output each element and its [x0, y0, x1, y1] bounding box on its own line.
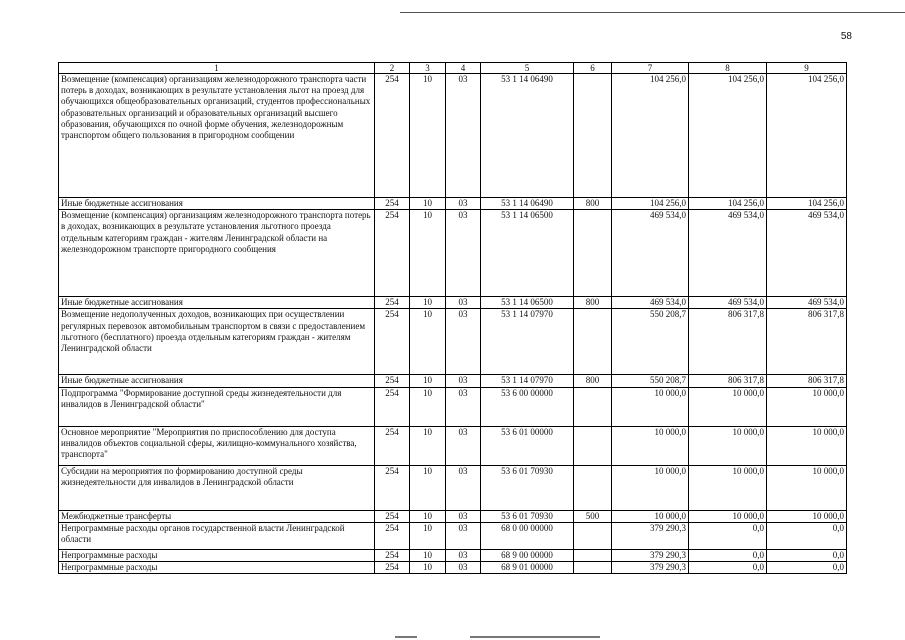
target-article-code: 53 1 14 07970: [481, 375, 574, 387]
column-number-header: [59, 63, 847, 74]
expense-name: Непрограммные расходы: [59, 562, 375, 574]
section-code: 10: [410, 297, 446, 309]
expense-name: Возмещение недополученных доходов, возникающих при осуществлении регулярных перевозок автомобильным транспортом в связи с предоставлением льготного (бесплатного) проезда отдельным категориям граждан - жителям Ленинградской области: [59, 309, 375, 375]
table-row: [59, 562, 847, 574]
amount-col9: 806 317,8: [767, 375, 847, 387]
ministry-code: 254: [375, 562, 410, 574]
expense-type-code: [574, 562, 612, 574]
table-row: [59, 510, 847, 522]
column-header: 5: [481, 63, 574, 74]
expense-name: Субсидии на мероприятия по формированию доступной среды жизнедеятельности для инвалидов в Ленинградской области: [59, 465, 375, 510]
amount-col8: 0,0: [689, 522, 767, 549]
amount-col9: 0,0: [767, 562, 847, 574]
section-code: 10: [410, 562, 446, 574]
amount-col9: 104 256,0: [767, 198, 847, 210]
amount-col9: 10 000,0: [767, 387, 847, 426]
ministry-code: 254: [375, 387, 410, 426]
target-article-code: 53 6 01 70930: [481, 510, 574, 522]
amount-col9: 469 534,0: [767, 210, 847, 297]
target-article-code: 53 6 01 70930: [481, 465, 574, 510]
section-code: 10: [410, 210, 446, 297]
expense-name: Возмещение (компенсация) организациям железнодорожного транспорта потерь в доходах, возникающих в результате установления льготного проезда отдельным категориям граждан - жителям Ленинградской области на железнодорожном транспорте пригородного сообщения: [59, 210, 375, 297]
amount-col8: 806 317,8: [689, 309, 767, 375]
amount-col8: 806 317,8: [689, 375, 767, 387]
ministry-code: 254: [375, 198, 410, 210]
table-row: [59, 198, 847, 210]
ministry-code: 254: [375, 549, 410, 561]
target-article-code: 68 0 00 00000: [481, 522, 574, 549]
target-article-code: 53 1 14 07970: [481, 309, 574, 375]
table-row: [59, 522, 847, 549]
target-article-code: 68 9 00 00000: [481, 549, 574, 561]
target-article-code: 53 1 14 06500: [481, 210, 574, 297]
ministry-code: 254: [375, 510, 410, 522]
column-header: 8: [689, 63, 767, 74]
section-code: 10: [410, 198, 446, 210]
subsection-code: 03: [446, 465, 481, 510]
expense-type-code: [574, 74, 612, 198]
subsection-code: 03: [446, 210, 481, 297]
expense-type-code: 800: [574, 375, 612, 387]
ministry-code: 254: [375, 297, 410, 309]
table-row: [59, 465, 847, 510]
ministry-code: 254: [375, 522, 410, 549]
expense-name: Возмещение (компенсация) организациям железнодорожного транспорта части потерь в доходах, возникающих в результате установления льгот на проезд для обучающихся общеобразовательных организаций, студентов профессиональных образовательных организаций и образовательных организаций высшего образования, обучающихся по очной форме обучения, железнодорожным транспортом общего пользования в пригородном сообщении: [59, 74, 375, 198]
expense-name: Межбюджетные трансферты: [59, 510, 375, 522]
expense-name: Иные бюджетные ассигнования: [59, 297, 375, 309]
column-header: 4: [446, 63, 481, 74]
amount-col8: 10 000,0: [689, 426, 767, 465]
top-rule: [400, 12, 905, 13]
section-code: 10: [410, 74, 446, 198]
amount-col7: 469 534,0: [612, 210, 689, 297]
table-row: [59, 387, 847, 426]
bottom-edge-mark: [395, 636, 417, 638]
bottom-edge-mark: [470, 636, 600, 638]
section-code: 10: [410, 522, 446, 549]
column-header: 2: [375, 63, 410, 74]
ministry-code: 254: [375, 309, 410, 375]
table-row: [59, 375, 847, 387]
amount-col8: 469 534,0: [689, 297, 767, 309]
subsection-code: 03: [446, 297, 481, 309]
amount-col8: 469 534,0: [689, 210, 767, 297]
expense-type-code: 800: [574, 198, 612, 210]
amount-col8: 0,0: [689, 562, 767, 574]
page-number: 58: [840, 31, 852, 42]
amount-col7: 10 000,0: [612, 426, 689, 465]
section-code: 10: [410, 426, 446, 465]
section-code: 10: [410, 465, 446, 510]
expense-type-code: [574, 309, 612, 375]
amount-col8: 10 000,0: [689, 465, 767, 510]
section-code: 10: [410, 549, 446, 561]
column-header: 6: [574, 63, 612, 74]
amount-col7: 10 000,0: [612, 465, 689, 510]
ministry-code: 254: [375, 465, 410, 510]
table-row: [59, 297, 847, 309]
target-article-code: 53 1 14 06490: [481, 74, 574, 198]
section-code: 10: [410, 387, 446, 426]
budget-table: [58, 62, 847, 574]
subsection-code: 03: [446, 510, 481, 522]
subsection-code: 03: [446, 74, 481, 198]
expense-name: Подпрограмма "Формирование доступной среды жизнедеятельности для инвалидов в Ленинградской области": [59, 387, 375, 426]
column-header: 7: [612, 63, 689, 74]
expense-type-code: 500: [574, 510, 612, 522]
amount-col9: 0,0: [767, 522, 847, 549]
amount-col8: 10 000,0: [689, 510, 767, 522]
target-article-code: 53 6 01 00000: [481, 426, 574, 465]
expense-name: Непрограммные расходы органов государственной власти Ленинградской области: [59, 522, 375, 549]
amount-col8: 10 000,0: [689, 387, 767, 426]
amount-col8: 0,0: [689, 549, 767, 561]
subsection-code: 03: [446, 375, 481, 387]
table-row: [59, 426, 847, 465]
amount-col7: 10 000,0: [612, 510, 689, 522]
expense-type-code: 800: [574, 297, 612, 309]
amount-col7: 379 290,3: [612, 522, 689, 549]
expense-type-code: [574, 387, 612, 426]
ministry-code: 254: [375, 375, 410, 387]
expense-name: Непрограммные расходы: [59, 549, 375, 561]
amount-col9: 104 256,0: [767, 74, 847, 198]
target-article-code: 68 9 01 00000: [481, 562, 574, 574]
amount-col8: 104 256,0: [689, 198, 767, 210]
target-article-code: 53 1 14 06490: [481, 198, 574, 210]
amount-col7: 379 290,3: [612, 549, 689, 561]
subsection-code: 03: [446, 549, 481, 561]
amount-col9: 469 534,0: [767, 297, 847, 309]
amount-col7: 379 290,3: [612, 562, 689, 574]
section-code: 10: [410, 375, 446, 387]
amount-col7: 550 208,7: [612, 375, 689, 387]
amount-col7: 104 256,0: [612, 74, 689, 198]
section-code: 10: [410, 510, 446, 522]
expense-type-code: [574, 210, 612, 297]
amount-col9: 10 000,0: [767, 510, 847, 522]
subsection-code: 03: [446, 562, 481, 574]
column-header: 9: [767, 63, 847, 74]
amount-col8: 104 256,0: [689, 74, 767, 198]
amount-col9: 10 000,0: [767, 426, 847, 465]
table-row: [59, 309, 847, 375]
amount-col7: 104 256,0: [612, 198, 689, 210]
amount-col7: 10 000,0: [612, 387, 689, 426]
expense-type-code: [574, 549, 612, 561]
expense-type-code: [574, 465, 612, 510]
subsection-code: 03: [446, 426, 481, 465]
section-code: 10: [410, 309, 446, 375]
table-row: [59, 549, 847, 561]
subsection-code: 03: [446, 309, 481, 375]
column-header: 1: [59, 63, 375, 74]
subsection-code: 03: [446, 387, 481, 426]
amount-col7: 469 534,0: [612, 297, 689, 309]
expense-name: Основное мероприятие "Мероприятия по приспособлению для доступа инвалидов объектов социальной сферы, жилищно-коммунального хозяйства, транспорта": [59, 426, 375, 465]
column-header: 3: [410, 63, 446, 74]
expense-type-code: [574, 522, 612, 549]
subsection-code: 03: [446, 198, 481, 210]
subsection-code: 03: [446, 522, 481, 549]
target-article-code: 53 1 14 06500: [481, 297, 574, 309]
table-row: [59, 74, 847, 198]
target-article-code: 53 6 00 00000: [481, 387, 574, 426]
amount-col9: 10 000,0: [767, 465, 847, 510]
expense-name: Иные бюджетные ассигнования: [59, 198, 375, 210]
ministry-code: 254: [375, 210, 410, 297]
ministry-code: 254: [375, 74, 410, 198]
expense-name: Иные бюджетные ассигнования: [59, 375, 375, 387]
expense-type-code: [574, 426, 612, 465]
ministry-code: 254: [375, 426, 410, 465]
amount-col7: 550 208,7: [612, 309, 689, 375]
amount-col9: 0,0: [767, 549, 847, 561]
amount-col9: 806 317,8: [767, 309, 847, 375]
table-row: [59, 210, 847, 297]
